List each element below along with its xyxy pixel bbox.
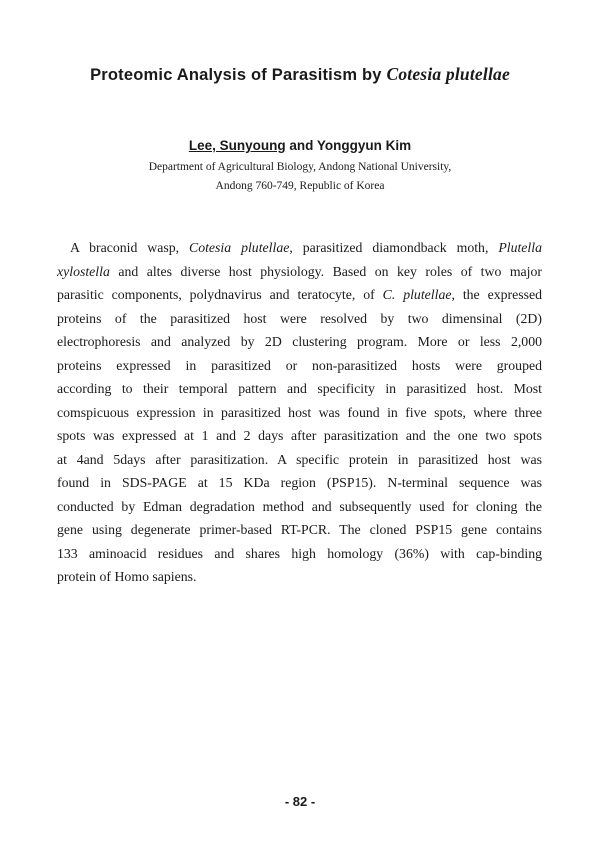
abstract-italic-term: Cotesia plutellae: [189, 240, 290, 255]
abstract-line: [57, 518, 542, 542]
abstract-text: spots was expressed at 1 and 2 days after parasitization and the one two spots: [57, 428, 542, 443]
abstract-line: [57, 471, 542, 495]
abstract-line: [57, 401, 542, 425]
abstract-line: [57, 448, 542, 472]
title-main: Proteomic Analysis of Parasitism by: [90, 66, 382, 84]
abstract-line: [57, 354, 542, 378]
abstract-text: proteins expressed in parasitized or non-parasitized hosts were grouped: [57, 357, 542, 373]
abstract-text: and altes diverse host physiology. Based on key roles of two major: [109, 263, 542, 279]
paper-title: [0, 64, 600, 85]
abstract-line: [57, 260, 542, 284]
abstract-line: [57, 283, 542, 307]
abstract-italic-term: C. plutellae: [382, 287, 452, 302]
second-author: Yonggyun Kim: [316, 138, 412, 153]
abstract-text: parasitic components, polydnavirus and teratocyte, of: [57, 287, 383, 302]
abstract-text: gene using degenerate primer-based RT-PCR. The cloned PSP15 gene contains: [57, 522, 542, 537]
abstract-text: found in SDS-PAGE at 15 KDa region (PSP15). N-terminal sequence was: [57, 475, 542, 490]
abstract-text: 133 aminoacid residues and shares high homology (36%) with cap-binding: [57, 545, 542, 561]
abstract-line: [57, 542, 542, 566]
abstract-text: A braconid wasp,: [70, 240, 189, 255]
abstract-text: according to their temporal pattern and specificity in parasitized host. Most: [57, 381, 542, 396]
abstract-text: , parasitized diamondback moth,: [289, 240, 499, 255]
abstract-body: [57, 236, 542, 589]
abstract-text: electrophoresis and analyzed by 2D clustering program. More or less 2,000: [57, 334, 542, 349]
abstract-line: [57, 495, 542, 519]
title-species: Cotesia plutellae: [386, 64, 510, 84]
abstract-line: [57, 330, 542, 354]
abstract-italic-term: Plutella: [498, 240, 542, 255]
first-author: Lee, Sunyoung: [188, 138, 286, 153]
abstract-line: [57, 307, 542, 331]
abstract-text: conducted by Edman degradation method and subsequently used for cloning the: [57, 498, 542, 514]
abstract-line: [57, 565, 542, 589]
abstract-line: [57, 236, 542, 260]
abstract-text: proteins of the parasitized host were resolved by two dimensinal (2D): [57, 310, 542, 326]
abstract-text: protein of Homo sapiens.: [57, 569, 197, 584]
abstract-line: [57, 377, 542, 401]
abstract-text: at 4and 5days after parasitization. A specific protein in parasitized host was: [57, 451, 542, 467]
page-number: - 82 -: [284, 794, 316, 809]
abstract-italic-term: xylostella: [57, 263, 110, 279]
abstract-line: [57, 424, 542, 448]
abstract-text: , the expressed: [451, 287, 542, 302]
author-line: [0, 138, 600, 153]
affiliation-line-2: Andong 760-749, Republic of Korea: [215, 180, 385, 192]
affiliation-line-1: Department of Agricultural Biology, Andong National University,: [148, 161, 452, 173]
abstract-text: comspicuous expression in parasitized host was found in five spots, where three: [57, 404, 542, 420]
author-joiner: and: [289, 138, 314, 153]
